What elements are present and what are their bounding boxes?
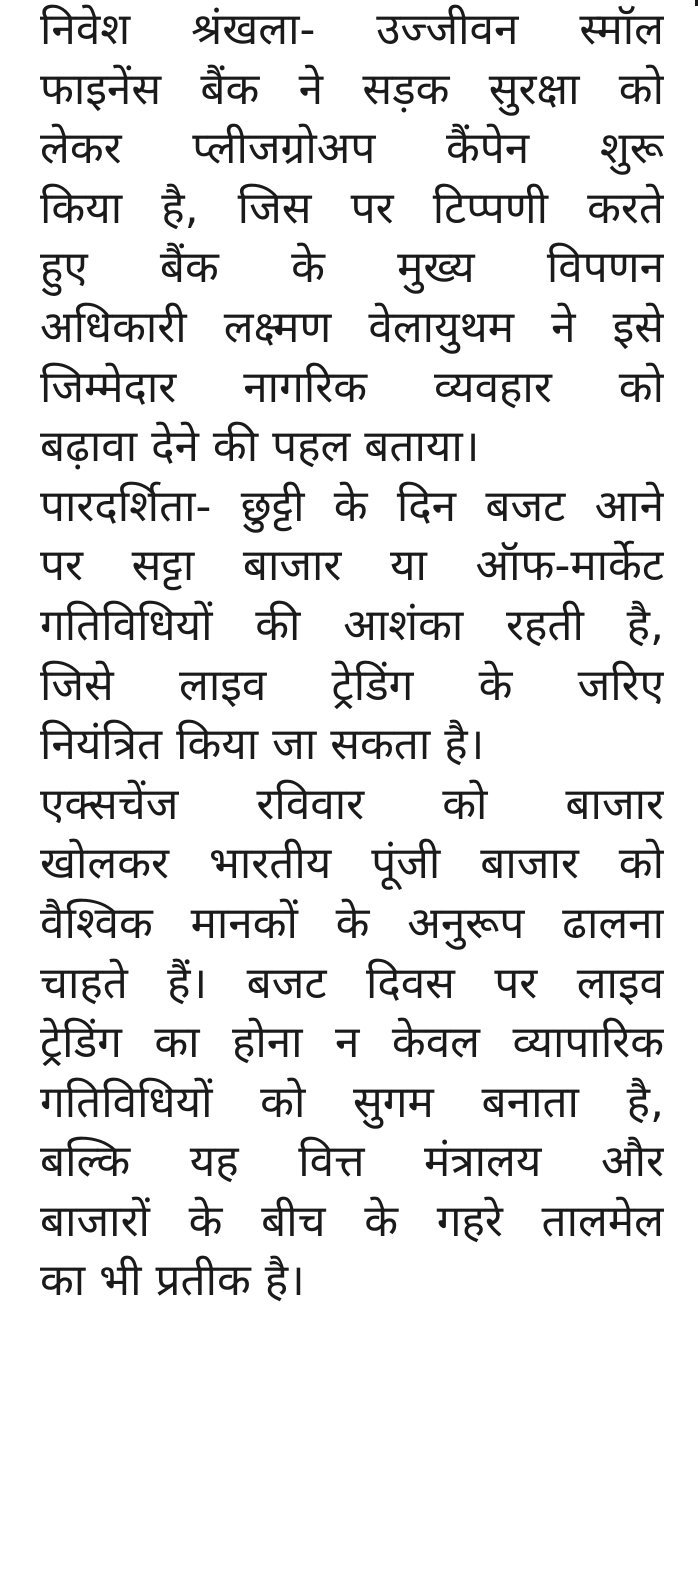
text-line: हुए बैंक के मुख्य विपणन [40, 242, 664, 294]
text-line: अधिकारी लक्ष्मण वेलायुथम ने इसे [40, 301, 664, 353]
text-line: पारदर्शिता- छुट्टी के दिन बजट आने [40, 480, 664, 532]
text-line: खोलकर भारतीय पूंजी बाजार को [40, 838, 664, 890]
text-line: फाइनेंस बैंक ने सड़क सुरक्षा को [40, 63, 664, 115]
text-line: जिम्मेदार नागरिक व्यवहार को [40, 361, 664, 413]
text-line: नियंत्रित किया जा सकता है। [40, 719, 485, 771]
text-line: बाजारों के बीच के गहरे तालमेल [40, 1195, 664, 1247]
text-line: एक्सचेंज रविवार को बाजार [40, 778, 664, 830]
text-line: बढ़ावा देने की पहल बताया। [40, 421, 480, 473]
text-line: जिसे लाइव ट्रेडिंग के जरिए [40, 659, 664, 711]
article-text-column [40, 0, 664, 1311]
text-line: किया है, जिस पर टिप्पणी करते [40, 182, 664, 234]
text-line: का भी प्रतीक है। [40, 1255, 305, 1307]
text-line: चाहते हैं। बजट दिवस पर लाइव [40, 957, 664, 1009]
text-line: बल्कि यह वित्त मंत्रालय और [40, 1136, 664, 1188]
text-line: ट्रेडिंग का होना न केवल व्यापारिक [40, 1017, 664, 1069]
text-line: गतिविधियों को सुगम बनाता है, [40, 1076, 664, 1128]
text-line: लेकर प्लीजग्रोअप कैंपेन शुरू [40, 123, 664, 175]
text-line: गतिविधियों की आशंका रहती है, [40, 599, 664, 651]
text-line: निवेश श्रंखला- उज्जीवन स्मॉल [40, 4, 664, 55]
text-line: पर सट्टा बाजार या ऑफ-मार्केट [40, 540, 664, 592]
text-line: वैश्विक मानकों के अनुरूप ढालना [40, 897, 664, 949]
